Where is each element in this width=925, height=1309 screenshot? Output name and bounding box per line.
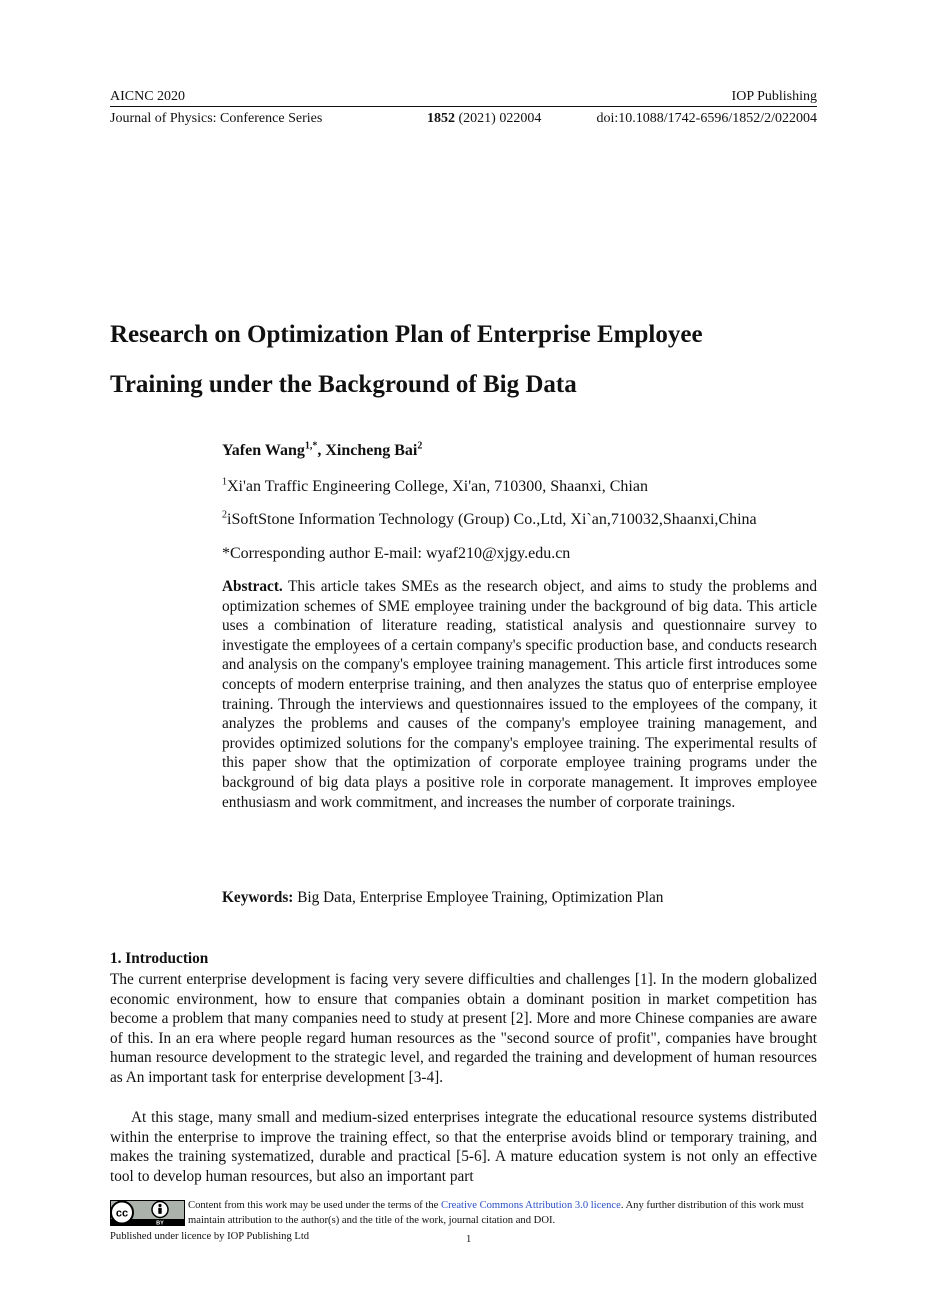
intro-paragraph-2: At this stage, many small and medium-sized enterprises integrate the educational resource systems distributed within the enterprise to improve the training effect, so that the enterprise avoids blind or temporary training, and makes the training systematized, durable and practical [5-6]. A mature education system is not only an effective tool to develop human resources, but also an important part: [110, 1109, 817, 1185]
journal-name: Journal of Physics: Conference Series: [110, 111, 323, 126]
conference-name: AICNC 2020: [110, 89, 186, 104]
affiliation-2-sup: 2: [222, 509, 227, 521]
keywords-text: Big Data, Enterprise Employee Training, Optimization Plan: [293, 889, 664, 906]
author-1: Yafen Wang: [222, 442, 305, 459]
publisher-name: IOP Publishing: [731, 89, 817, 104]
author-2-sup: 2: [417, 440, 423, 452]
title-line-2: Training under the Background of Big Data: [110, 371, 577, 398]
section-heading: 1. Introduction: [110, 950, 209, 967]
author-2: Xincheng Bai: [325, 442, 418, 459]
year-article: (2021) 022004: [455, 111, 542, 126]
cc-by-license-icon[interactable]: [110, 1200, 185, 1226]
author-list: [222, 442, 817, 460]
doi-text: doi:10.1088/1742-6596/1852/2/022004: [596, 111, 817, 126]
affiliation-2-text: iSoftStone Information Technology (Group) Co.,Ltd, Xi`an,710032,Shaanxi,China: [227, 511, 757, 528]
license-footer: [110, 1198, 817, 1228]
corresponding-author: *Corresponding author E-mail: wyaf210@xjgy.edu.cn: [222, 545, 571, 562]
affiliation-1: [222, 478, 817, 496]
license-link[interactable]: Creative Commons Attribution 3.0 licence: [441, 1200, 621, 1211]
keywords: [222, 889, 817, 907]
running-header-top: [110, 89, 817, 107]
page-number: 1: [466, 1234, 472, 1245]
abstract: [222, 577, 817, 812]
paper-title: [110, 310, 830, 410]
intro-paragraph-1: The current enterprise development is facing very severe difficulties and challenges [1]. In the modern globalized economic environment, how to ensure that companies obtain a dominant position in market competition has become a problem that many companies need to study at present [2]. More and more Chinese companies are aware of this. In an era where people regard human resources as the "second source of profit", companies have brought human resource development to the strategic level, and regarded the training and development of human resources as An important task for enterprise development [3-4].: [110, 971, 817, 1086]
affiliation-1-sup: 1: [222, 476, 227, 488]
published-line: Published under licence by IOP Publishing Ltd: [110, 1231, 310, 1242]
title-line-1: Research on Optimization Plan of Enterprise Employee: [110, 321, 703, 348]
author-separator: ,: [317, 442, 326, 459]
affiliation-2: [222, 511, 817, 529]
badge-cc-text: cc: [115, 1207, 129, 1220]
affiliation-1-text: Xi'an Traffic Engineering College, Xi'an, 710300, Shaanxi, Chian: [227, 478, 648, 495]
volume-number: 1852: [427, 111, 455, 126]
license-post: . Any further distribution of this work must maintain attribution to the author(s) and the title of the work, journal citation and DOI.: [188, 1200, 804, 1226]
running-header-bottom: [110, 111, 817, 127]
abstract-text: This article takes SMEs as the research object, and aims to study the problems and optimization schemes of SME employee training under the background of big data. This article uses a combination of literature reading, statistical analysis and questionnaire survey to investigate the employees of a certain company's specific production base, and conducts research and analysis on the company's employee training management. This article first introduces some concepts of modern enterprise training, and then analyzes the status quo of enterprise employee training. Through the interviews and questionnaires issued to the employees of the company, it analyzes the problems and causes of the company's employee training management, and provides optimized solutions for the company's employee training. The experimental results of this paper show that the optimization of corporate employee training programs under the background of big data plays a positive role in corporate management. It improves employee enthusiasm and work commitment, and increases the number of corporate trainings.: [222, 578, 817, 811]
abstract-label: Abstract.: [222, 578, 283, 595]
license-pre: Content from this work may be used under the terms of the: [188, 1200, 439, 1211]
author-1-sup: 1,*: [304, 440, 318, 452]
license-text: [188, 1198, 818, 1228]
keywords-label: Keywords:: [222, 889, 294, 906]
volume-info: [427, 111, 541, 127]
badge-by-text: BY: [156, 1220, 164, 1226]
